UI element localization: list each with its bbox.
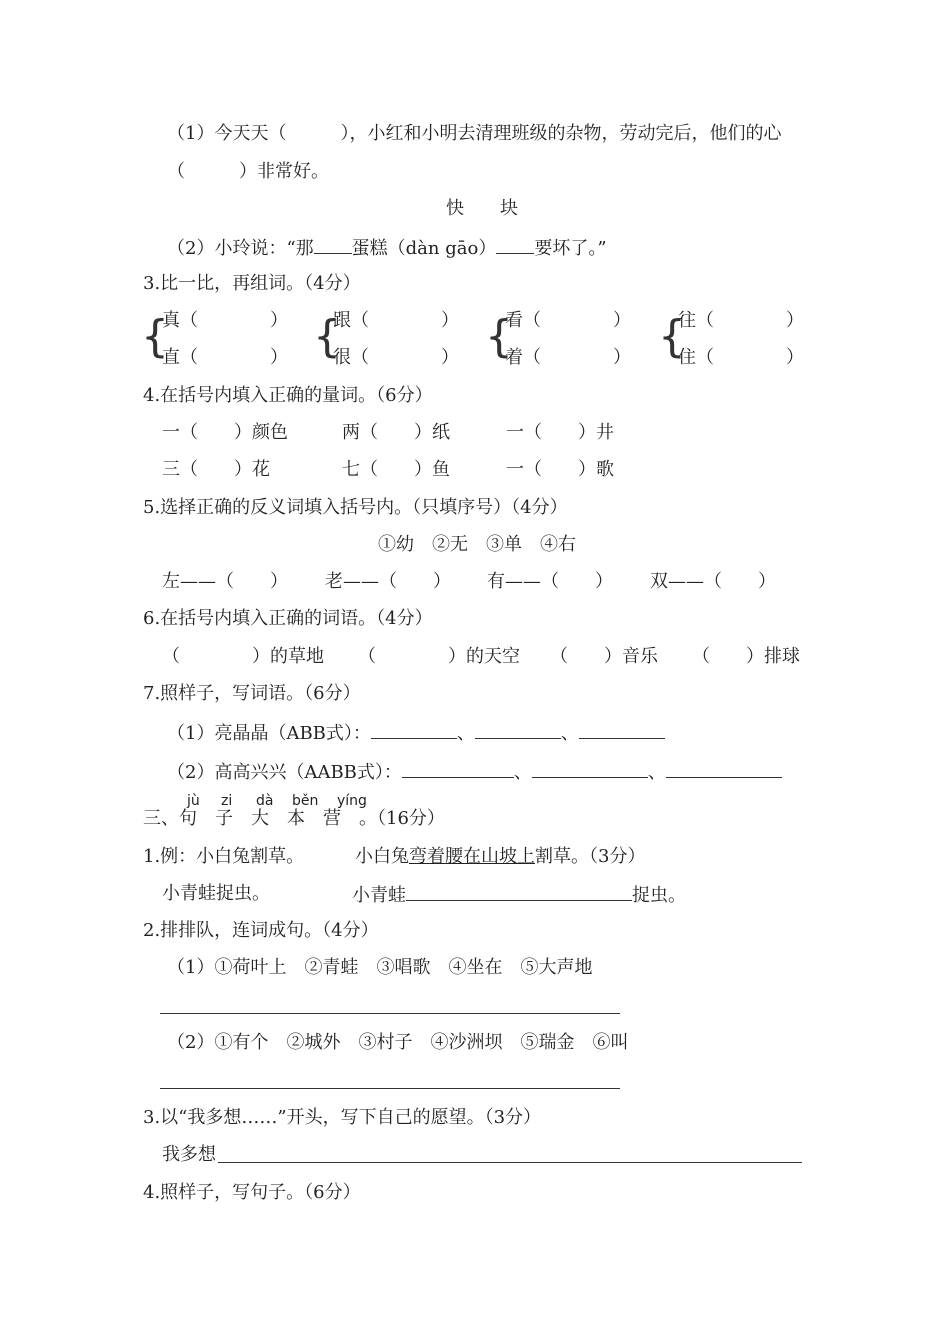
q5-title: 5.选择正确的反义词填入括号内。（只填序号）（4分） [143,497,568,518]
separator: 、 [513,762,532,783]
q4-item: 七（ ）鱼 [342,459,450,480]
q6-item: （ ）的草地 [162,646,324,667]
separator: 、 [456,723,475,744]
s3q2-item1: （1）①荷叶上 ②青蛙 ③唱歌 ④坐在 ⑤大声地 [167,957,593,978]
s3q2-title: 2.排排队，连词成句。（4分） [143,920,379,941]
q2-choices: 快 块 [446,198,518,219]
s3q3-title: 3.以“我多想……”开头，写下自己的愿望。（3分） [143,1107,542,1128]
answer-blank[interactable] [314,235,352,254]
s3q1-example-b [355,845,645,869]
q2-item2-a: （2）小玲说：“那 [167,238,314,259]
answer-blank[interactable] [371,720,457,739]
answer-blank[interactable] [666,759,782,778]
answer-blank[interactable] [406,882,632,901]
s3q1-example-a: 1.例：小白兔割草。 [143,846,305,867]
q4-item: 一（ ）歌 [506,459,614,480]
s3q3-lead: 我多想 [162,1144,216,1165]
q3-pair2-bottom: 很（ ） [333,347,459,368]
pinyin: yíng [337,793,367,809]
q5-item: 双——（ ） [650,571,776,592]
s3q4-title: 4.照样子，写句子。（6分） [143,1182,361,1203]
answer-line[interactable] [160,1088,620,1089]
s3q1-example-pre: 小白兔 [355,846,409,867]
answer-line[interactable] [218,1162,802,1163]
q2-item2-b: 蛋糕（dàn gāo） [351,238,497,259]
q5-item: 有——（ ） [487,571,613,592]
q6-item: （ ）排球 [692,646,800,667]
q5-options: ①幼 ②无 ③单 ④右 [378,534,576,555]
separator: 、 [647,762,666,783]
q4-item: 三（ ）花 [162,459,270,480]
q3-pair2-top: 跟（ ） [333,310,459,331]
q7-item2 [167,759,782,785]
q4-title: 4.在括号内填入正确的量词。（6分） [143,385,433,406]
q2-item2 [167,235,607,261]
q3-title: 3.比一比，再组词。（4分） [143,273,361,294]
q7-title: 7.照样子，写词语。（6分） [143,683,361,704]
s3q1-example-post: 割草。（3分） [535,846,646,867]
q3-pair3-bottom: 着（ ） [505,347,631,368]
s3q1-task-a: 小青蛙捉虫。 [162,883,270,904]
answer-blank[interactable] [579,720,665,739]
s3q1-task-b [352,882,686,908]
answer-blank[interactable] [532,759,648,778]
q3-pair3-top: 看（ ） [505,310,631,331]
pinyin: jù [187,793,200,809]
q7-item1-label: （1）亮晶晶（ABB式）： [167,723,371,744]
q2-item1-line1: （1）今天天（ ），小红和小明去清理班级的杂物，劳动完后，他们的心 [167,123,782,144]
q4-item: 两（ ）纸 [342,422,450,443]
brace-icon: { [313,311,341,362]
q3-pair1-bottom: 直（ ） [162,347,288,368]
answer-blank[interactable] [402,759,514,778]
q5-item: 左——（ ） [162,571,288,592]
pinyin: zi [221,793,233,809]
separator: 、 [560,723,579,744]
brace-icon: { [658,311,686,362]
brace-icon: { [141,311,169,362]
q4-item: 一（ ）颜色 [162,422,288,443]
section3-title: 三、句 子 大 本 营 。（16分） [143,808,445,829]
s3q1-example-underlined: 弯着腰在山坡上 [409,846,535,867]
brace-icon: { [485,311,513,362]
answer-blank[interactable] [496,235,534,254]
q3-pair4-bottom: 住（ ） [678,347,804,368]
q3-pair4-top: 往（ ） [678,310,804,331]
q2-item1-line2: （ ）非常好。 [167,161,329,182]
pinyin: dà [256,793,274,809]
q5-item: 老——（ ） [325,571,451,592]
q2-item2-c: 要坏了。” [534,238,607,259]
answer-line[interactable] [160,1013,620,1014]
q6-item: （ ）音乐 [550,646,658,667]
q4-item: 一（ ）井 [506,422,614,443]
s3q2-item2: （2）①有个 ②城外 ③村子 ④沙洲坝 ⑤瑞金 ⑥叫 [167,1032,629,1053]
pinyin: běn [292,793,319,809]
q7-item1 [167,720,665,746]
q3-pair1-top: 真（ ） [162,310,288,331]
q6-item: （ ）的天空 [358,646,520,667]
s3q1-task-post: 捉虫。 [632,885,686,906]
q6-title: 6.在括号内填入正确的词语。（4分） [143,608,433,629]
answer-blank[interactable] [475,720,561,739]
s3q1-task-pre: 小青蛙 [352,885,406,906]
q7-item2-label: （2）高高兴兴（AABB式）： [167,762,402,783]
